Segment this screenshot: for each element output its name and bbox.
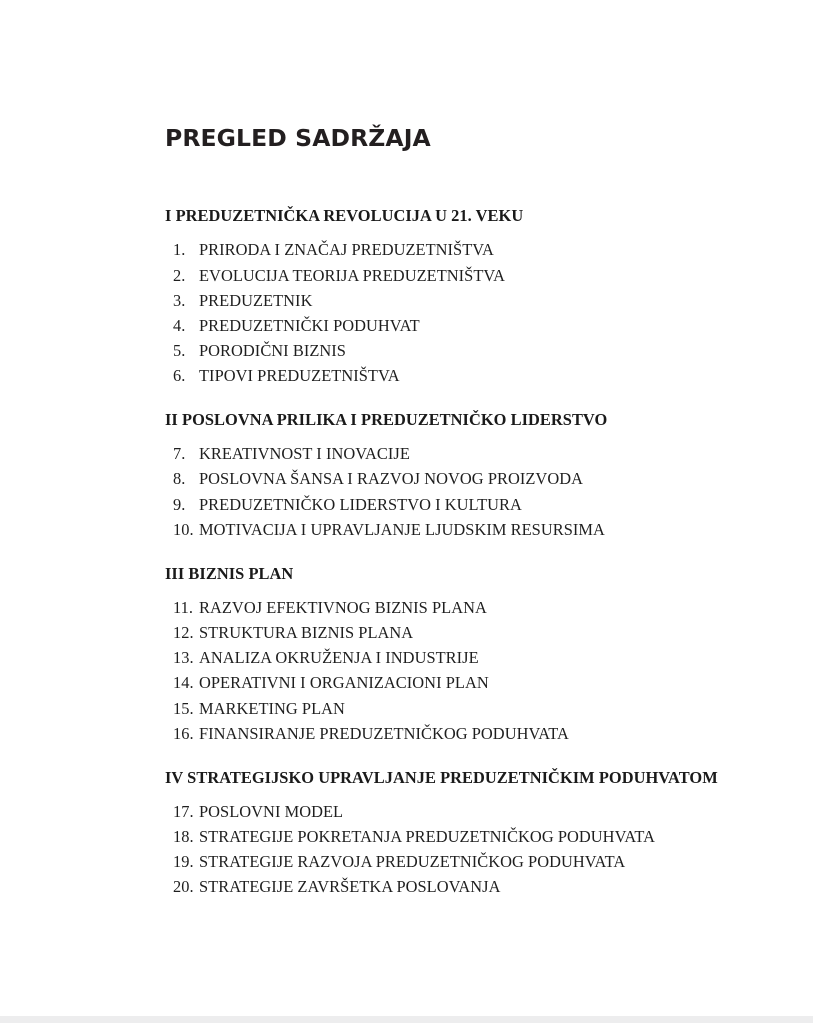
toc-entry[interactable] xyxy=(165,363,725,388)
toc-entry-label: STRATEGIJE POKRETANJA PREDUZETNIČKOG PODUHVATA xyxy=(199,827,656,847)
toc-entry-label: POSLOVNI MODEL xyxy=(199,802,344,822)
toc-entry-label: OPERATIVNI I ORGANIZACIONI PLAN xyxy=(199,673,489,693)
toc-entry[interactable] xyxy=(165,237,725,262)
toc-entry-number: 9. xyxy=(173,494,186,514)
toc-entry[interactable] xyxy=(165,670,725,695)
toc-entry-number: 12. xyxy=(173,623,194,643)
toc-entry[interactable] xyxy=(165,874,725,899)
toc-entry-number: 6. xyxy=(173,365,186,385)
toc-entry-number: 16. xyxy=(173,723,194,743)
toc-entry-number: 13. xyxy=(173,648,194,668)
toc-entry[interactable] xyxy=(165,313,725,338)
toc-entry-label: STRATEGIJE RAZVOJA PREDUZETNIČKOG PODUHVATA xyxy=(199,852,626,872)
page-bottom-edge xyxy=(0,1016,813,1023)
toc-entry-label: KREATIVNOST I INOVACIJE xyxy=(199,444,410,464)
toc-entry-number: 7. xyxy=(173,444,186,464)
toc-entry-number: 2. xyxy=(173,265,186,285)
toc-entry[interactable] xyxy=(165,441,725,466)
toc-entry-label: MARKETING PLAN xyxy=(199,698,345,718)
toc-entry[interactable] xyxy=(165,466,725,491)
toc-entry[interactable] xyxy=(165,824,725,849)
toc-entry-number: 20. xyxy=(173,877,194,897)
toc-entry-number: 8. xyxy=(173,469,186,489)
toc-entry-label: POSLOVNA ŠANSA I RAZVOJ NOVOG PROIZVODA xyxy=(199,469,583,489)
toc-entry-label: PRIRODA I ZNAČAJ PREDUZETNIŠTVA xyxy=(199,240,494,260)
toc-section xyxy=(165,767,725,900)
toc-entry[interactable] xyxy=(165,517,725,542)
toc-entry-number: 5. xyxy=(173,340,186,360)
toc-entry-number: 19. xyxy=(173,852,194,872)
toc-entry[interactable] xyxy=(165,645,725,670)
toc-entry-label: ANALIZA OKRUŽENJA I INDUSTRIJE xyxy=(199,648,479,668)
toc-entry-number: 18. xyxy=(173,827,194,847)
toc-entry-label: STRUKTURA BIZNIS PLANA xyxy=(199,623,414,643)
toc-section-heading: III BIZNIS PLAN xyxy=(165,563,294,583)
toc-entry[interactable] xyxy=(165,595,725,620)
toc-entry-label: PREDUZETNIČKI PODUHVAT xyxy=(199,315,420,335)
toc-entry-number: 1. xyxy=(173,240,186,260)
toc-entry-number: 17. xyxy=(173,802,194,822)
toc-entry-label: STRATEGIJE ZAVRŠETKA POSLOVANJA xyxy=(199,877,501,897)
toc-entry-label: PORODIČNI BIZNIS xyxy=(199,340,346,360)
toc-entry[interactable] xyxy=(165,263,725,288)
toc-section xyxy=(165,409,725,542)
toc-entry-number: 15. xyxy=(173,698,194,718)
table-of-contents xyxy=(165,208,725,900)
toc-entry[interactable] xyxy=(165,849,725,874)
toc-entry[interactable] xyxy=(165,492,725,517)
toc-entry-label: EVOLUCIJA TEORIJA PREDUZETNIŠTVA xyxy=(199,265,506,285)
toc-entry[interactable] xyxy=(165,696,725,721)
toc-entry[interactable] xyxy=(165,799,725,824)
toc-entry-number: 3. xyxy=(173,290,186,310)
toc-entry-number: 11. xyxy=(173,598,194,618)
toc-section-heading: II POSLOVNA PRILIKA I PREDUZETNIČKO LIDERSTVO xyxy=(165,409,608,429)
toc-section-heading: I PREDUZETNIČKA REVOLUCIJA U 21. VEKU xyxy=(165,206,524,225)
toc-section-items xyxy=(165,799,725,899)
toc-entry[interactable] xyxy=(165,288,725,313)
toc-entry-label: MOTIVACIJA I UPRAVLJANJE LJUDSKIM RESURSIMA xyxy=(199,519,605,539)
toc-entry[interactable] xyxy=(165,721,725,746)
toc-entry-number: 14. xyxy=(173,673,194,693)
toc-entry-label: PREDUZETNIK xyxy=(199,290,313,310)
toc-section-items xyxy=(165,441,725,541)
toc-entry-number: 10. xyxy=(173,519,194,539)
toc-entry[interactable] xyxy=(165,620,725,645)
page-title: PREGLED SADRŽAJA xyxy=(165,124,431,152)
toc-entry-label: RAZVOJ EFEKTIVNOG BIZNIS PLANA xyxy=(199,598,487,618)
toc-section xyxy=(165,208,725,388)
toc-section-heading: IV STRATEGIJSKO UPRAVLJANJE PREDUZETNIČKIM PODUHVATOM xyxy=(165,767,718,787)
toc-entry-label: FINANSIRANJE PREDUZETNIČKOG PODUHVATA xyxy=(199,723,569,743)
toc-section-items xyxy=(165,595,725,746)
toc-entry[interactable] xyxy=(165,338,725,363)
toc-entry-number: 4. xyxy=(173,315,186,335)
toc-section-items xyxy=(165,237,725,388)
toc-section xyxy=(165,563,725,746)
toc-entry-label: PREDUZETNIČKO LIDERSTVO I KULTURA xyxy=(199,494,522,514)
toc-entry-label: TIPOVI PREDUZETNIŠTVA xyxy=(199,365,400,385)
